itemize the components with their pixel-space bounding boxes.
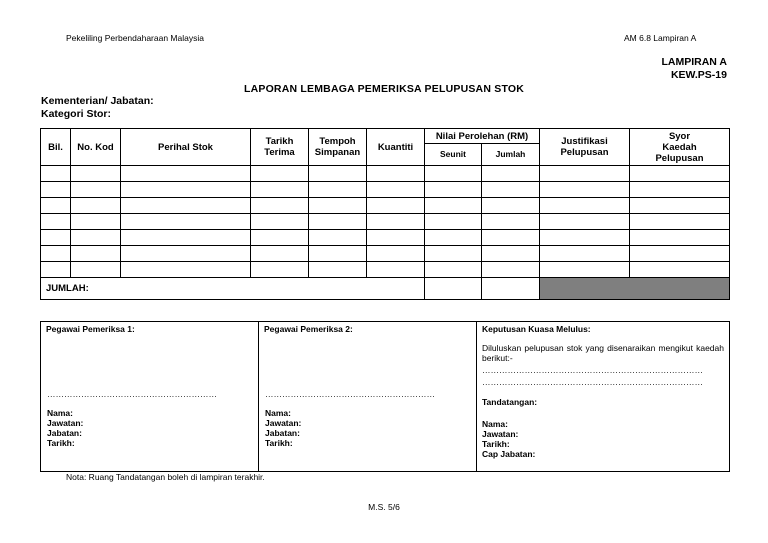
form-code: KEW.PS-19 bbox=[670, 69, 727, 81]
table-cell[interactable] bbox=[482, 214, 540, 230]
pemeriksa-2-title: Pegawai Pemeriksa 2: bbox=[264, 324, 353, 334]
table-cell[interactable] bbox=[41, 166, 71, 182]
table-cell[interactable] bbox=[630, 262, 730, 278]
table-cell[interactable] bbox=[482, 166, 540, 182]
table-cell[interactable] bbox=[309, 230, 367, 246]
table-cell[interactable] bbox=[309, 214, 367, 230]
table-row bbox=[41, 214, 730, 230]
table-cell[interactable] bbox=[251, 246, 309, 262]
table-cell[interactable] bbox=[71, 262, 121, 278]
nama-label: Nama: bbox=[265, 408, 291, 418]
col-nilai-perolehan: Nilai Perolehan (RM) bbox=[425, 129, 540, 144]
table-cell[interactable] bbox=[425, 198, 482, 214]
table-cell[interactable] bbox=[630, 230, 730, 246]
table-cell[interactable] bbox=[309, 182, 367, 198]
table-cell[interactable] bbox=[251, 182, 309, 198]
col-tempoh-simpanan bbox=[309, 129, 367, 166]
table-cell[interactable] bbox=[630, 182, 730, 198]
table-cell[interactable] bbox=[121, 182, 251, 198]
cap-jabatan-label: Cap Jabatan: bbox=[482, 449, 536, 459]
table-cell[interactable] bbox=[251, 214, 309, 230]
jabatan-label: Jabatan: bbox=[47, 428, 82, 438]
table-cell[interactable] bbox=[540, 214, 630, 230]
stock-table bbox=[40, 128, 730, 300]
keputusan-fields bbox=[482, 419, 535, 459]
table-cell[interactable] bbox=[630, 198, 730, 214]
table-cell[interactable] bbox=[121, 230, 251, 246]
jabatan-label: Jabatan: bbox=[265, 428, 300, 438]
table-row bbox=[41, 246, 730, 262]
kategori-stor-label: Kategori Stor: bbox=[41, 108, 112, 120]
col-justifikasi-line1: Justifikasi bbox=[561, 136, 608, 147]
col-syor-line2: Kaedah bbox=[662, 141, 697, 153]
table-cell[interactable] bbox=[309, 198, 367, 214]
tarikh-label: Tarikh: bbox=[47, 438, 75, 448]
jumlah-seunit-cell[interactable] bbox=[425, 278, 482, 300]
nama-label: Nama: bbox=[47, 408, 73, 418]
pemeriksa-1-fields bbox=[47, 408, 83, 448]
table-cell[interactable] bbox=[540, 230, 630, 246]
table-cell[interactable] bbox=[482, 246, 540, 262]
table-cell[interactable] bbox=[41, 214, 71, 230]
table-cell[interactable] bbox=[367, 214, 425, 230]
kementerian-label: Kementerian/ Jabatan: bbox=[41, 95, 154, 107]
nama-label: Nama: bbox=[482, 419, 508, 429]
table-cell[interactable] bbox=[309, 262, 367, 278]
table-cell[interactable] bbox=[482, 198, 540, 214]
col-syor-line3: Pelupusan bbox=[655, 152, 704, 164]
table-cell[interactable] bbox=[251, 262, 309, 278]
table-cell[interactable] bbox=[41, 198, 71, 214]
table-cell[interactable] bbox=[425, 182, 482, 198]
col-tarikh-line1: Tarikh bbox=[265, 136, 294, 147]
table-cell[interactable] bbox=[425, 262, 482, 278]
lampiran-block bbox=[661, 56, 727, 82]
table-cell[interactable] bbox=[540, 166, 630, 182]
keputusan-title: Keputusan Kuasa Melulus: bbox=[482, 324, 591, 334]
table-cell[interactable] bbox=[71, 214, 121, 230]
table-cell[interactable] bbox=[41, 230, 71, 246]
table-cell[interactable] bbox=[41, 246, 71, 262]
table-cell[interactable] bbox=[251, 230, 309, 246]
table-cell[interactable] bbox=[540, 198, 630, 214]
table-cell[interactable] bbox=[540, 262, 630, 278]
col-tempoh-line2: Simpanan bbox=[314, 147, 361, 158]
table-cell[interactable] bbox=[121, 262, 251, 278]
keputusan-box bbox=[477, 322, 730, 472]
table-cell[interactable] bbox=[71, 182, 121, 198]
table-cell[interactable] bbox=[367, 262, 425, 278]
table-cell[interactable] bbox=[425, 230, 482, 246]
signature-line: …………………………………………………… bbox=[47, 389, 217, 399]
table-cell[interactable] bbox=[251, 198, 309, 214]
pemeriksa-2-box bbox=[259, 322, 477, 472]
table-cell[interactable] bbox=[71, 166, 121, 182]
table-cell[interactable] bbox=[367, 230, 425, 246]
table-cell[interactable] bbox=[309, 166, 367, 182]
table-row bbox=[41, 198, 730, 214]
meta-block bbox=[41, 95, 154, 121]
table-cell[interactable] bbox=[482, 230, 540, 246]
table-cell[interactable] bbox=[121, 246, 251, 262]
col-syor-kaedah bbox=[630, 129, 730, 166]
footnote: Nota: Ruang Tandatangan boleh di lampiran terakhir. bbox=[66, 472, 265, 482]
table-row bbox=[41, 230, 730, 246]
table-cell[interactable] bbox=[540, 182, 630, 198]
table-cell[interactable] bbox=[540, 246, 630, 262]
table-cell[interactable] bbox=[482, 182, 540, 198]
table-cell[interactable] bbox=[425, 214, 482, 230]
table-cell[interactable] bbox=[121, 198, 251, 214]
col-seunit: Seunit bbox=[425, 144, 482, 166]
tandatangan-label: Tandatangan: bbox=[482, 397, 538, 407]
tarikh-label: Tarikh: bbox=[482, 439, 510, 449]
table-cell[interactable] bbox=[367, 198, 425, 214]
table-cell[interactable] bbox=[425, 166, 482, 182]
jumlah-row bbox=[41, 278, 730, 300]
jumlah-total-cell[interactable] bbox=[482, 278, 540, 300]
table-row bbox=[41, 182, 730, 198]
jawatan-label: Jawatan: bbox=[47, 418, 84, 428]
signature-line: …………………………………………………… bbox=[265, 389, 435, 399]
signature-table bbox=[40, 321, 730, 472]
table-row bbox=[41, 166, 730, 182]
method-line-1: …………………………………………………………………… bbox=[482, 365, 703, 375]
table-cell[interactable] bbox=[309, 246, 367, 262]
document-title: LAPORAN LEMBAGA PEMERIKSA PELUPUSAN STOK bbox=[243, 83, 525, 95]
page-number: M.S. 5/6 bbox=[368, 502, 400, 512]
table-cell[interactable] bbox=[71, 246, 121, 262]
table-cell[interactable] bbox=[251, 166, 309, 182]
tarikh-label: Tarikh: bbox=[265, 438, 293, 448]
jawatan-label: Jawatan: bbox=[482, 429, 519, 439]
table-cell[interactable] bbox=[121, 166, 251, 182]
approval-text: Diluluskan pelupusan stok yang disenaraikan mengikut kaedah berikut:- bbox=[482, 343, 724, 363]
method-line-2: …………………………………………………………………… bbox=[482, 377, 703, 387]
table-cell[interactable] bbox=[41, 262, 71, 278]
table-cell[interactable] bbox=[41, 182, 71, 198]
shaded-cell bbox=[540, 278, 730, 300]
table-cell[interactable] bbox=[121, 214, 251, 230]
pemeriksa-2-fields bbox=[265, 408, 301, 448]
col-no-kod: No. Kod bbox=[71, 129, 121, 166]
col-syor-line1: Syor bbox=[668, 130, 691, 142]
jawatan-label: Jawatan: bbox=[265, 418, 302, 428]
table-cell[interactable] bbox=[71, 198, 121, 214]
col-kuantiti: Kuantiti bbox=[367, 129, 425, 166]
table-cell[interactable] bbox=[630, 246, 730, 262]
col-jumlah: Jumlah bbox=[482, 144, 540, 166]
table-cell[interactable] bbox=[367, 166, 425, 182]
col-tarikh-line2: Terima bbox=[264, 147, 295, 158]
table-cell[interactable] bbox=[630, 166, 730, 182]
header-left-text: Pekeliling Perbendaharaan Malaysia bbox=[66, 33, 204, 43]
col-perihal-stok: Perihal Stok bbox=[121, 129, 251, 166]
col-tarikh-terima bbox=[251, 129, 309, 166]
jumlah-label: JUMLAH: bbox=[41, 278, 425, 300]
table-row bbox=[41, 262, 730, 278]
table-cell[interactable] bbox=[367, 182, 425, 198]
col-justifikasi bbox=[540, 129, 630, 166]
col-justifikasi-line2: Pelupusan bbox=[560, 147, 609, 158]
col-bil: Bil. bbox=[41, 129, 71, 166]
col-tempoh-line1: Tempoh bbox=[319, 136, 356, 147]
table-cell[interactable] bbox=[482, 262, 540, 278]
table-cell[interactable] bbox=[425, 246, 482, 262]
lampiran-label: LAMPIRAN A bbox=[661, 56, 727, 68]
pemeriksa-1-box bbox=[41, 322, 259, 472]
table-cell[interactable] bbox=[71, 230, 121, 246]
table-cell[interactable] bbox=[630, 214, 730, 230]
pemeriksa-1-title: Pegawai Pemeriksa 1: bbox=[46, 324, 135, 334]
table-cell[interactable] bbox=[367, 246, 425, 262]
header-right-text: AM 6.8 Lampiran A bbox=[624, 33, 697, 43]
